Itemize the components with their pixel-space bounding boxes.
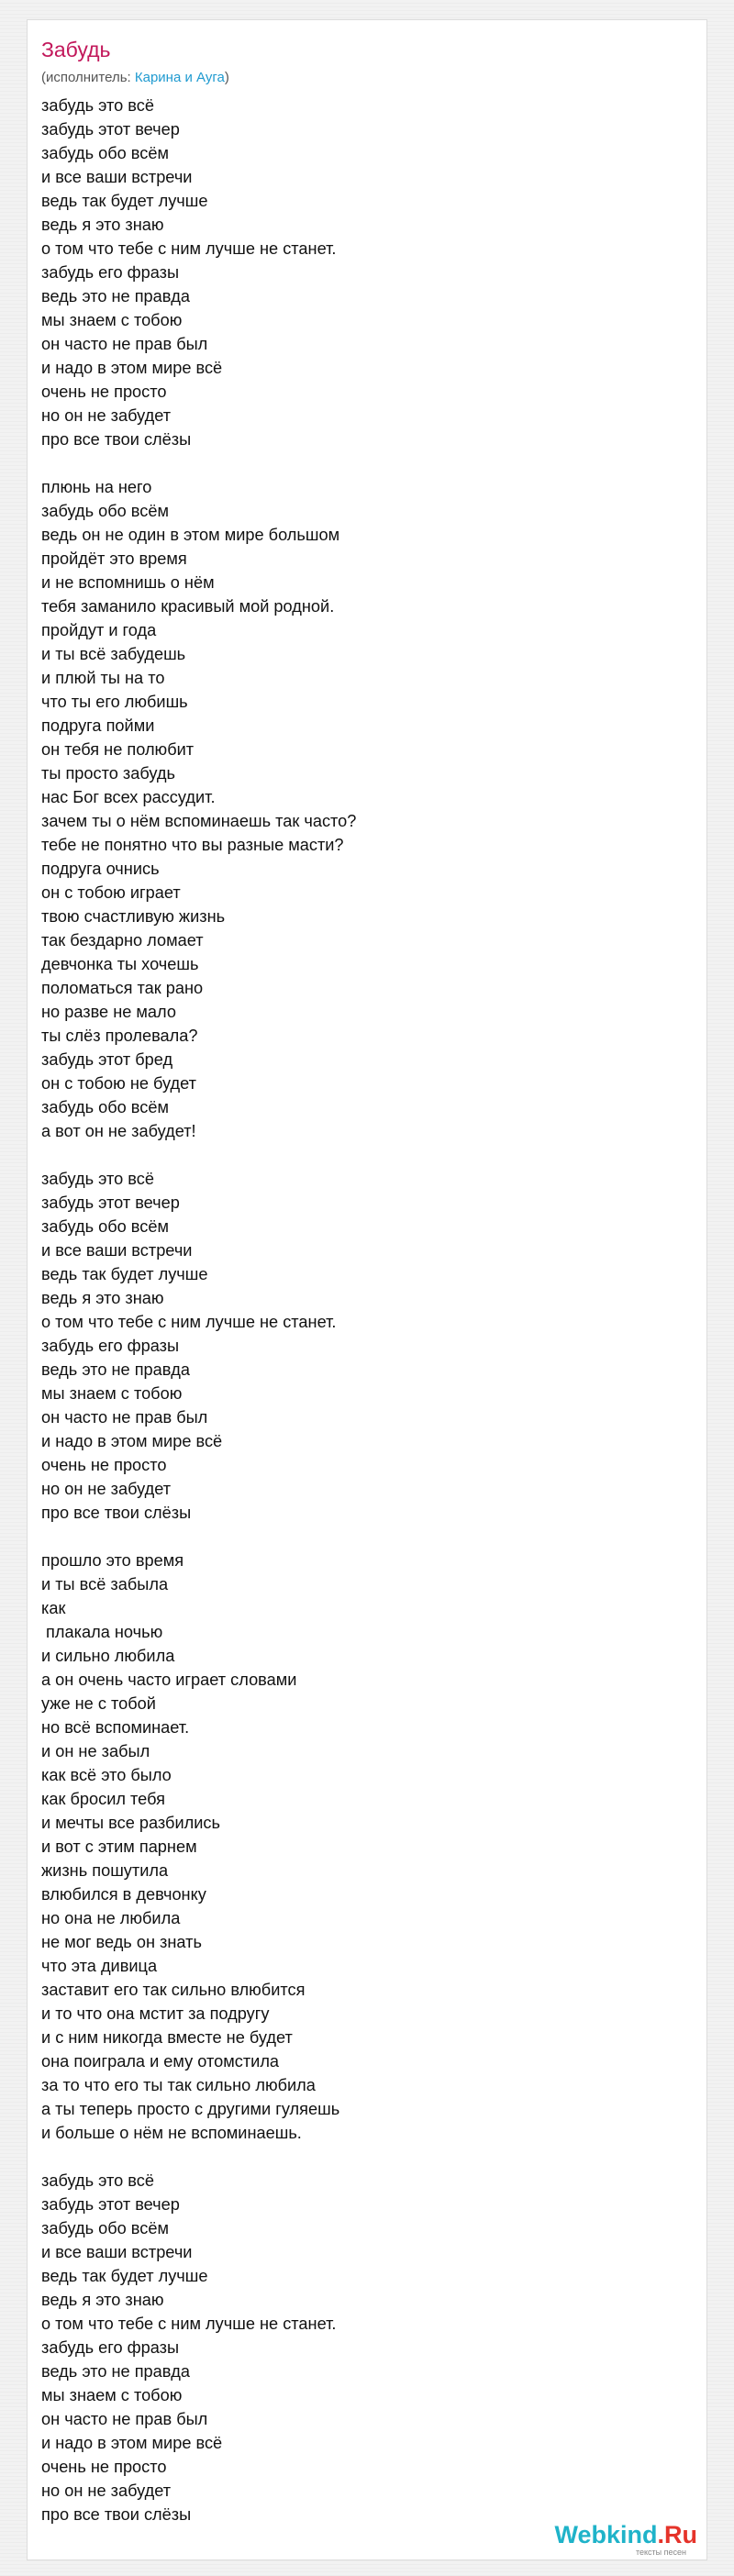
- lyric-line: зачем ты о нём вспоминаешь так часто?: [41, 812, 357, 830]
- lyric-line: и надо в этом мире всё: [41, 2434, 223, 2452]
- lyric-line: за то что его ты так сильно любила: [41, 2076, 316, 2094]
- artist-link[interactable]: Карина и Ауга: [134, 70, 225, 85]
- lyric-line: забудь этот бред: [41, 1050, 173, 1069]
- webkind-logo: [554, 2520, 697, 2557]
- lyric-line: очень не просто: [41, 1456, 167, 1474]
- lyric-line: и не вспомнишь о нём: [41, 573, 215, 592]
- lyric-line: мы знаем с тобою: [41, 311, 183, 329]
- lyric-line: забудь его фразы: [41, 263, 180, 282]
- lyric-line: он часто не прав был: [41, 2410, 208, 2428]
- lyric-line: он часто не прав был: [41, 335, 208, 353]
- lyric-line: забудь этот вечер: [41, 2195, 180, 2214]
- lyric-line: о том что тебе с ним лучше не станет.: [41, 1313, 337, 1331]
- logo-brand: [554, 2520, 697, 2549]
- lyric-line: и все ваши встречи: [41, 2243, 193, 2261]
- lyric-line: как всё это было: [41, 1766, 172, 1784]
- lyric-line: про все твои слёзы: [41, 2505, 192, 2524]
- lyric-line: нас Бог всех рассудит.: [41, 788, 216, 806]
- lyric-line: и больше о нём не вспоминаешь.: [41, 2124, 302, 2142]
- lyrics-card: [27, 19, 707, 2560]
- lyric-line: забудь это всё: [41, 2171, 154, 2190]
- lyric-line: что ты его любишь: [41, 693, 188, 711]
- lyric-line: но он не забудет: [41, 1480, 172, 1498]
- lyric-line: уже не с тобой: [41, 1694, 156, 1713]
- lyric-line: очень не просто: [41, 2458, 167, 2476]
- lyric-line: но он не забудет: [41, 406, 172, 425]
- lyric-line: и вот с этим парнем: [41, 1838, 197, 1856]
- lyric-line: и все ваши встречи: [41, 168, 193, 186]
- lyric-line: жизнь пошутила: [41, 1861, 169, 1880]
- lyric-line: и то что она мстит за подругу: [41, 2004, 270, 2023]
- lyric-line: ведь это не правда: [41, 287, 190, 305]
- lyric-line: и плюй ты на то: [41, 669, 165, 687]
- lyric-line: ведь так будет лучше: [41, 2267, 208, 2285]
- lyric-line: ведь он не один в этом мире большом: [41, 526, 340, 544]
- lyric-line: он тебя не полюбит: [41, 740, 195, 759]
- lyric-line: пройдёт это время: [41, 550, 187, 568]
- lyric-line: ты просто забудь: [41, 764, 175, 783]
- lyric-line: о том что тебе с ним лучше не станет.: [41, 2315, 337, 2333]
- lyrics-text: [41, 94, 356, 2526]
- lyric-line: а ты теперь просто с другими гуляешь: [41, 2100, 340, 2118]
- lyric-line: и ты всё забудешь: [41, 645, 186, 663]
- lyric-line: и он не забыл: [41, 1742, 150, 1760]
- lyric-line: он с тобою не будет: [41, 1074, 196, 1093]
- lyric-line: но она не любила: [41, 1909, 181, 1927]
- lyric-line: а вот он не забудет!: [41, 1122, 196, 1140]
- lyric-line: забудь обо всём: [41, 2219, 169, 2237]
- lyric-line: мы знаем с тобою: [41, 2386, 183, 2404]
- lyric-line: так бездарно ломает: [41, 931, 204, 949]
- lyric-line: ведь я это знаю: [41, 1289, 164, 1307]
- lyric-line: и мечты все разбились: [41, 1814, 220, 1832]
- lyric-line: забудь это всё: [41, 1170, 154, 1188]
- lyric-line: забудь это всё: [41, 96, 154, 115]
- lyric-line: твою счастливую жизнь: [41, 907, 226, 926]
- lyric-line: влюбился в девчонку: [41, 1885, 206, 1904]
- lyric-line: как бросил тебя: [41, 1790, 165, 1808]
- lyric-line: заставит его так сильно влюбится: [41, 1981, 306, 1999]
- lyric-line: и с ним никогда вместе не будет: [41, 2028, 293, 2047]
- lyric-line: и все ваши встречи: [41, 1241, 193, 1260]
- lyric-line: очень не просто: [41, 383, 167, 401]
- lyric-line: тебе не понятно что вы разные масти?: [41, 836, 344, 854]
- lyric-line: мы знаем с тобою: [41, 1384, 183, 1403]
- lyric-line: забудь обо всём: [41, 502, 169, 520]
- lyric-line: забудь обо всём: [41, 1098, 169, 1116]
- lyric-line: но он не забудет: [41, 2482, 172, 2500]
- lyric-line: поломаться так рано: [41, 979, 204, 997]
- lyric-line: но всё вспоминает.: [41, 1718, 190, 1737]
- lyric-line: он с тобою играет: [41, 883, 181, 902]
- performer-prefix: (исполнитель:: [41, 70, 135, 85]
- lyric-line: забудь обо всём: [41, 144, 169, 162]
- lyric-line: и ты всё забыла: [41, 1575, 169, 1593]
- lyric-line: а он очень часто играет словами: [41, 1671, 297, 1689]
- lyric-line: пройдут и года: [41, 621, 157, 639]
- lyric-line: ведь я это знаю: [41, 216, 164, 234]
- lyric-line: ведь так будет лучше: [41, 192, 208, 210]
- lyric-line: ты слёз пролевала?: [41, 1027, 198, 1045]
- logo-brand-web: Webkind: [554, 2521, 658, 2548]
- lyric-line: но разве не мало: [41, 1003, 176, 1021]
- lyric-line: она поиграла и ему отомстила: [41, 2052, 280, 2071]
- lyric-line: он часто не прав был: [41, 1408, 208, 1427]
- lyric-line: плакала ночью: [41, 1623, 163, 1641]
- lyric-line: забудь этот вечер: [41, 1194, 180, 1212]
- lyric-line: тебя заманило красивый мой родной.: [41, 597, 335, 616]
- lyric-line: ведь это не правда: [41, 1360, 190, 1379]
- logo-tagline: тексты песен: [635, 2548, 686, 2557]
- lyric-line: что эта дивица: [41, 1957, 158, 1975]
- lyric-line: забудь его фразы: [41, 1337, 180, 1355]
- lyric-line: как: [41, 1599, 66, 1617]
- lyric-line: забудь этот вечер: [41, 120, 180, 139]
- performer-line: [41, 69, 229, 87]
- lyric-line: забудь обо всём: [41, 1217, 169, 1236]
- lyric-line: ведь это не правда: [41, 2362, 190, 2381]
- logo-brand-ru: .Ru: [657, 2521, 697, 2548]
- song-title: Забудь: [41, 38, 111, 61]
- lyric-line: прошло это время: [41, 1551, 184, 1570]
- lyric-line: и надо в этом мире всё: [41, 359, 223, 377]
- lyric-line: о том что тебе с ним лучше не станет.: [41, 239, 337, 258]
- lyric-line: девчонка ты хочешь: [41, 955, 199, 973]
- lyric-line: забудь его фразы: [41, 2338, 180, 2357]
- performer-suffix: ): [224, 70, 229, 85]
- lyric-line: и надо в этом мире всё: [41, 1432, 223, 1450]
- lyric-line: подруга пойми: [41, 716, 155, 735]
- lyric-line: про все твои слёзы: [41, 1504, 192, 1522]
- lyric-line: ведь я это знаю: [41, 2291, 164, 2309]
- lyric-line: ведь так будет лучше: [41, 1265, 208, 1283]
- lyric-line: плюнь на него: [41, 478, 152, 496]
- lyric-line: про все твои слёзы: [41, 430, 192, 449]
- lyric-line: подруга очнись: [41, 860, 160, 878]
- lyric-line: не мог ведь он знать: [41, 1933, 202, 1951]
- lyric-line: и сильно любила: [41, 1647, 175, 1665]
